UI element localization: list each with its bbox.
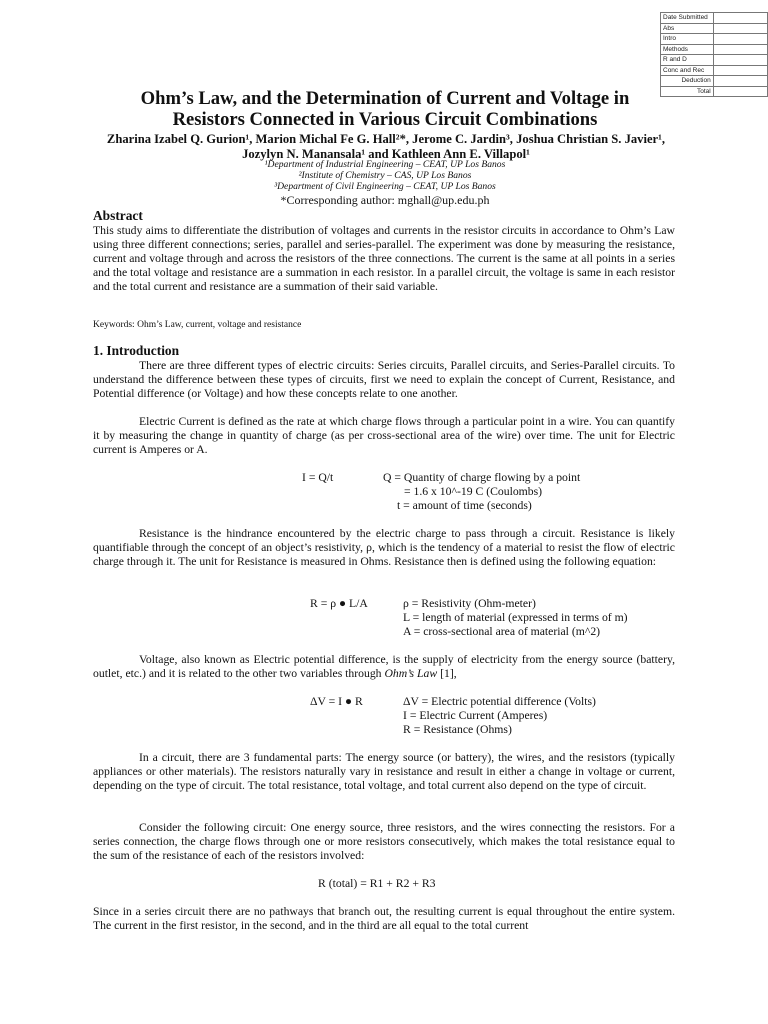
grading-row-value-cell[interactable] bbox=[713, 65, 767, 76]
intro-paragraph-7: Since in a series circuit there are no pathways that branch out, the resulting current is equal throughout the entire system. The current in the first resistor, in the second, and in the third are all equal to the total current bbox=[93, 905, 675, 932]
intro-paragraph-4 bbox=[93, 653, 675, 681]
equation-3-def-1: ΔV = Electric potential difference (Volts) bbox=[403, 695, 596, 708]
grading-row bbox=[661, 65, 768, 76]
grading-row-value-cell[interactable] bbox=[713, 44, 767, 55]
grading-row-label: Abs bbox=[661, 23, 714, 34]
grading-row-label: R and D bbox=[661, 55, 714, 66]
equation-2-def-2: L = length of material (expressed in terms of m) bbox=[403, 611, 628, 624]
authors-line-1: Zharina Izabel Q. Gurion¹, Marion Michal Fe G. Hall²*, Jerome C. Jardin³, Joshua Christian S. Javier¹, bbox=[106, 132, 666, 146]
grading-table bbox=[660, 12, 768, 97]
keywords bbox=[93, 320, 301, 330]
intro-p4-text-a: Voltage, also known as Electric potential difference, is the supply of electricity from the energy source (battery, outlet, etc.) and it is related to the other two variables through bbox=[93, 653, 675, 680]
equation-3-formula: ΔV = I ● R bbox=[310, 695, 363, 708]
grading-row-label: Date Submitted bbox=[661, 13, 714, 24]
intro-p4-text-b: [1], bbox=[437, 667, 457, 680]
grading-row-value-cell[interactable] bbox=[713, 34, 767, 45]
intro-paragraph-3 bbox=[93, 527, 675, 569]
grading-row bbox=[661, 76, 768, 87]
intro-paragraph-5 bbox=[93, 751, 675, 793]
grading-row-label: Methods bbox=[661, 44, 714, 55]
intro-paragraph-1 bbox=[93, 359, 675, 401]
grading-row-label: Total bbox=[661, 86, 714, 97]
intro-paragraph-2 bbox=[93, 415, 675, 457]
equation-3-def-2: I = Electric Current (Amperes) bbox=[403, 709, 548, 722]
authors-line-2: Jozylyn N. Manansala¹ and Kathleen Ann E. Villapol¹ bbox=[242, 147, 530, 161]
equation-1-def-1: Q = Quantity of charge flowing by a point bbox=[383, 471, 581, 484]
equation-3-def-3: R = Resistance (Ohms) bbox=[403, 723, 512, 736]
grading-row-value-cell[interactable] bbox=[713, 76, 767, 87]
affiliation-3: ³Department of Civil Engineering – CEAT, UP Los Banos bbox=[274, 181, 496, 192]
grading-row-value-cell[interactable] bbox=[713, 23, 767, 34]
intro-p2-text: Electric Current is defined as the rate at which charge flows through a particular point in a wire. You can quantify it by measuring the change in quantity of charge (as per cross-sectional area of the wire) over time. The unit for Electric current is Amperes or A. bbox=[93, 415, 675, 456]
affiliation-1: ¹Department of Industrial Engineering – CEAT, UP Los Banos bbox=[264, 159, 506, 170]
equation-1-def-2: = 1.6 x 10^-19 C (Coulombs) bbox=[404, 485, 543, 498]
affiliation-2: ²Institute of Chemistry – CAS, UP Los Banos bbox=[298, 170, 472, 181]
intro-p3-text: Resistance is the hindrance encountered by the electric charge to pass through a circuit. Resistance is likely quantifiable through the concept of an object’s resistivity, ρ, which is the tendency of a material to resist the flow of electric charge through it. The unit for Resistance is measured in Ohms. Resistance then is defined using the following equation: bbox=[93, 527, 675, 568]
grading-row-value-cell[interactable] bbox=[713, 86, 767, 97]
author-list bbox=[70, 132, 702, 162]
intro-p6-text: Consider the following circuit: One energy source, three resistors, and the wires connecting the resistors. For a series connection, the charge flows through one or more resistors consecutively, which makes the total resistance equal to the sum of the resistance of each of the resistors involved: bbox=[93, 821, 675, 862]
abstract-text: This study aims to differentiate the distribution of voltages and currents in the resistor circuits in accordance to Ohm’s Law using three different connections; series, parallel and series-parallel. The experiment was done by measuring the resistance, current and voltage through and across the resistors of the three connections. The current is the same at all points in a series and the total voltage and resistance are a summation in each resistor. In a parallel circuit, the voltage is same in each resistor and the total current and resistance are a summation of their said variable. bbox=[93, 224, 675, 293]
paper-title bbox=[80, 88, 690, 130]
intro-p5-text: In a circuit, there are 3 fundamental parts: The energy source (or battery), the wires, and the resistors (typically appliances or other materials). The resistors naturally vary in resistance and result in either a change in voltage or current, depending on the type of circuit. The total resistance, total voltage, and total current also depend on the type of circuit. bbox=[93, 751, 675, 792]
intro-p4-italic: Ohm’s Law bbox=[384, 667, 438, 680]
intro-heading: 1. Introduction bbox=[93, 343, 180, 358]
grading-row-label: Intro bbox=[661, 34, 714, 45]
intro-p1-text: There are three different types of electric circuits: Series circuits, Parallel circuits, and Series-Parallel circuits. To understand the difference between these types of circuits, first we need to explain the concept of Current, Resistance, and Potential difference (or Voltage) and how these concepts relate to one another. bbox=[93, 359, 675, 400]
grading-row-value-cell[interactable] bbox=[713, 55, 767, 66]
grading-row-label: Deduction bbox=[661, 76, 714, 87]
grading-row-value-cell[interactable] bbox=[713, 13, 767, 24]
grading-row bbox=[661, 13, 768, 24]
keywords-label: Keywords: bbox=[93, 320, 135, 330]
equation-2-formula: R = ρ ● L/A bbox=[310, 597, 368, 610]
title-line-1: Ohm’s Law, and the Determination of Current and Voltage in bbox=[140, 88, 630, 109]
title-line-2: Resistors Connected in Various Circuit Combinations bbox=[172, 109, 598, 130]
affiliations bbox=[80, 159, 690, 192]
grading-row bbox=[661, 44, 768, 55]
grading-row bbox=[661, 55, 768, 66]
corresponding-author: *Corresponding author: mghall@up.edu.ph bbox=[280, 193, 490, 207]
equation-4: R (total) = R1 + R2 + R3 bbox=[318, 877, 436, 890]
grading-row bbox=[661, 34, 768, 45]
keywords-text: Ohm’s Law, current, voltage and resistance bbox=[134, 320, 302, 330]
abstract-heading: Abstract bbox=[93, 208, 143, 223]
grading-row bbox=[661, 23, 768, 34]
grading-row-label: Conc and Rec bbox=[661, 65, 714, 76]
equation-1-def-3: t = amount of time (seconds) bbox=[397, 499, 532, 512]
equation-1-formula: I = Q/t bbox=[302, 471, 334, 484]
intro-paragraph-6 bbox=[93, 821, 675, 863]
equation-2-def-3: A = cross-sectional area of material (m^2) bbox=[403, 625, 601, 638]
equation-2-def-1: ρ = Resistivity (Ohm-meter) bbox=[403, 597, 536, 610]
